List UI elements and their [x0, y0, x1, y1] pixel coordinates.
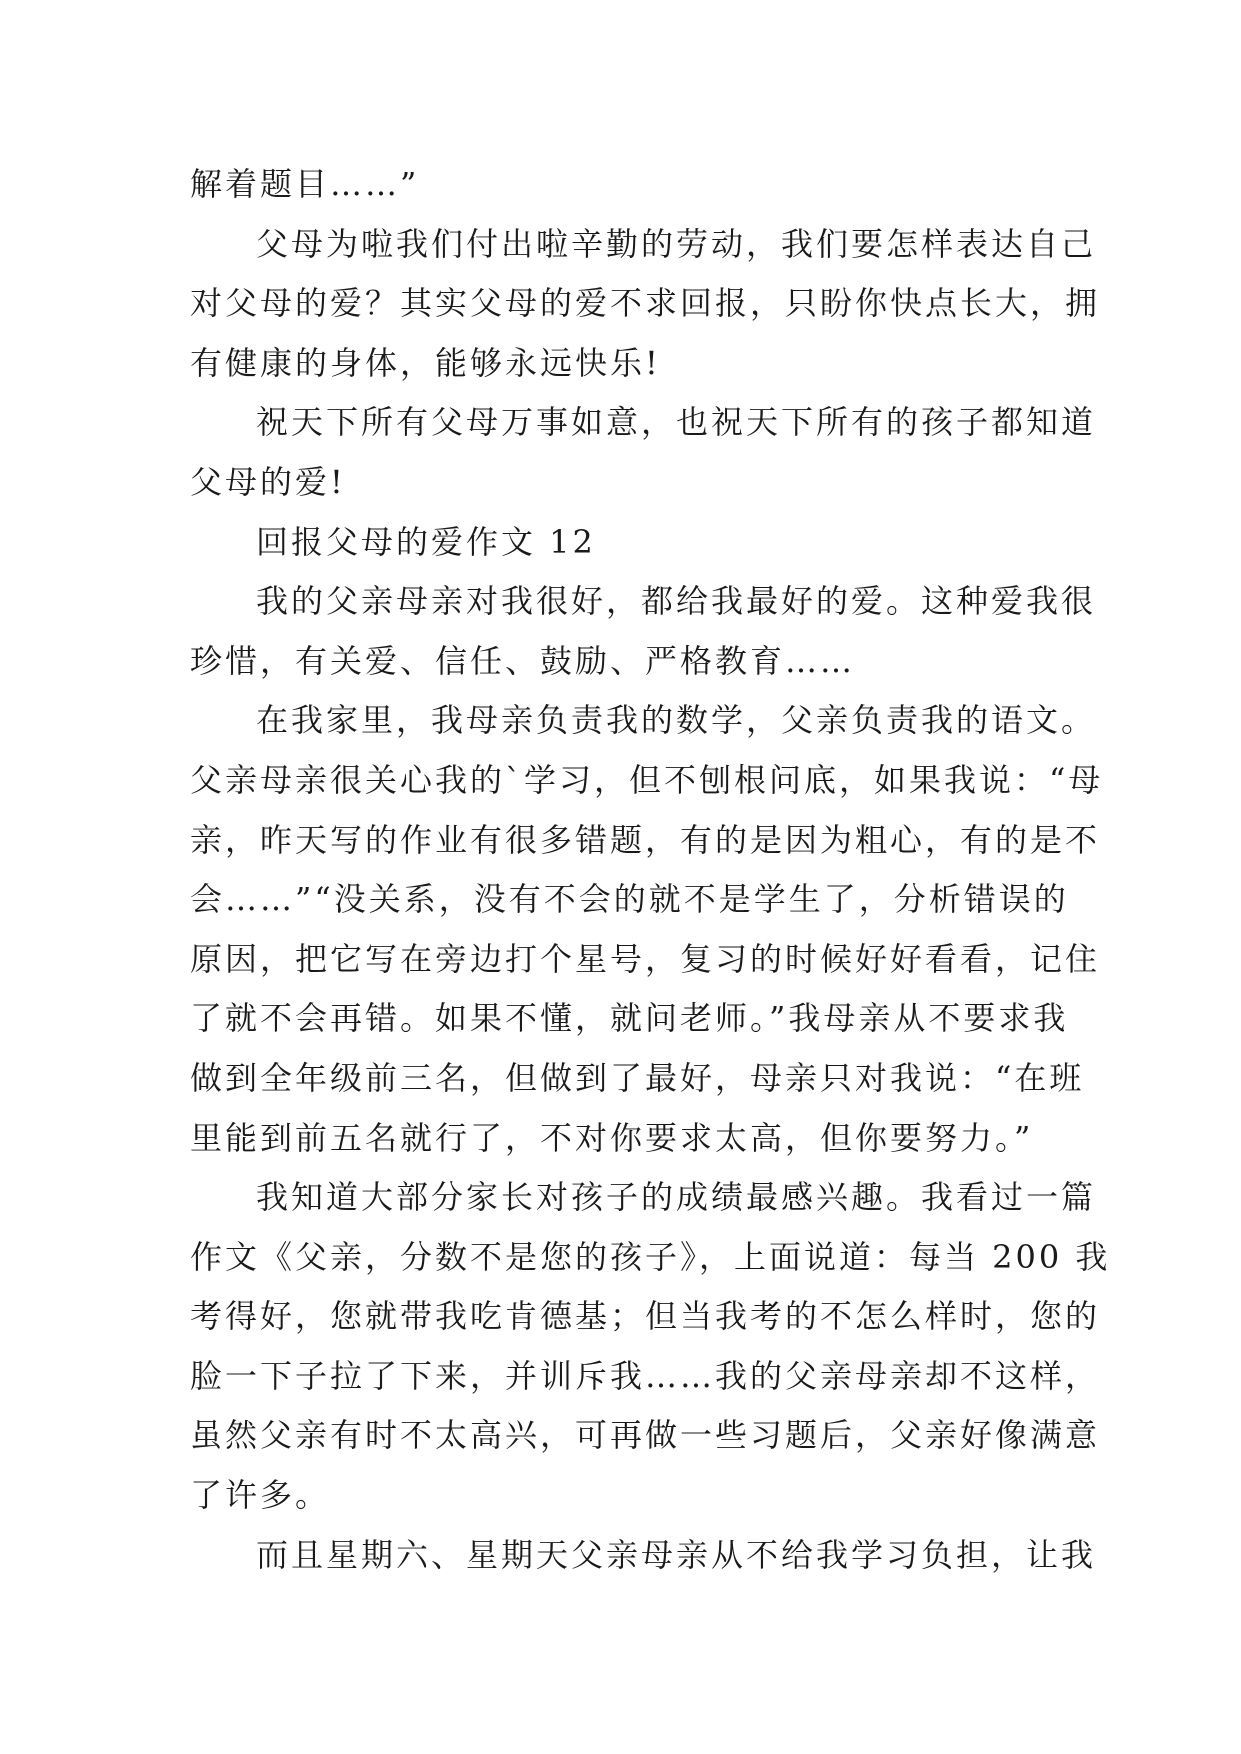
text-line: 解着题目……” — [190, 165, 420, 203]
text-line: 我知道大部分家长对孩子的成绩最感兴趣。我看过一篇 — [256, 1178, 1097, 1217]
text-line: 做到全年级前三名，但做到了最好，母亲只对我说：“在班 — [190, 1058, 1085, 1097]
text-line: 了许多。 — [190, 1476, 331, 1515]
text-line: 父亲母亲很关心我的`学习，但不刨根问底，如果我说：“母 — [190, 760, 1104, 799]
text-line: 父母的爱! — [190, 462, 346, 501]
text-line: 祝天下所有父母万事如意，也祝天下所有的孩子都知道 — [256, 403, 1097, 442]
text-line: 回报父母的爱作文 12 — [256, 522, 596, 561]
text-line: 作文《父亲，分数不是您的孩子》，上面说道：每当 200 我 — [190, 1237, 1111, 1276]
text-line: 我的父亲母亲对我很好，都给我最好的爱。这种爱我很 — [256, 582, 1097, 621]
text-line: 了就不会再错。如果不懂，就问老师。”我母亲从不要求我 — [190, 999, 1069, 1038]
text-line: 原因，把它写在旁边打个星号，复习的时候好好看看，记住 — [190, 939, 1101, 978]
text-line: 脸一下子拉了下来，并训斥我……我的父亲母亲却不这样， — [190, 1356, 1101, 1395]
text-line: 而且星期六、星期天父亲母亲从不给我学习负担，让我 — [256, 1535, 1097, 1574]
text-line: 会……”“没关系，没有不会的就不是学生了，分析错误的 — [190, 880, 1069, 919]
text-line: 虽然父亲有时不太高兴，可再做一些习题后，父亲好像满意 — [190, 1416, 1101, 1455]
text-line: 父母为啦我们付出啦辛勤的劳动，我们要怎样表达自己 — [256, 224, 1097, 263]
text-line: 珍惜，有关爱、信任、鼓励、严格教育…… — [190, 641, 856, 680]
text-line: 有健康的身体，能够永远快乐! — [190, 343, 661, 382]
document-body — [190, 155, 1111, 1585]
text-line: 对父母的爱？其实父母的爱不求回报，只盼你快点长大，拥 — [190, 284, 1101, 323]
text-line: 亲，昨天写的作业有很多错题，有的是因为粗心，有的是不 — [190, 820, 1101, 859]
text-line: 在我家里，我母亲负责我的数学，父亲负责我的语文。 — [256, 701, 1097, 740]
text-line: 考得好，您就带我吃肯德基；但当我考的不怎么样时，您的 — [190, 1297, 1101, 1336]
text-line: 里能到前五名就行了，不对你要求太高，但你要努力。” — [190, 1118, 1034, 1157]
